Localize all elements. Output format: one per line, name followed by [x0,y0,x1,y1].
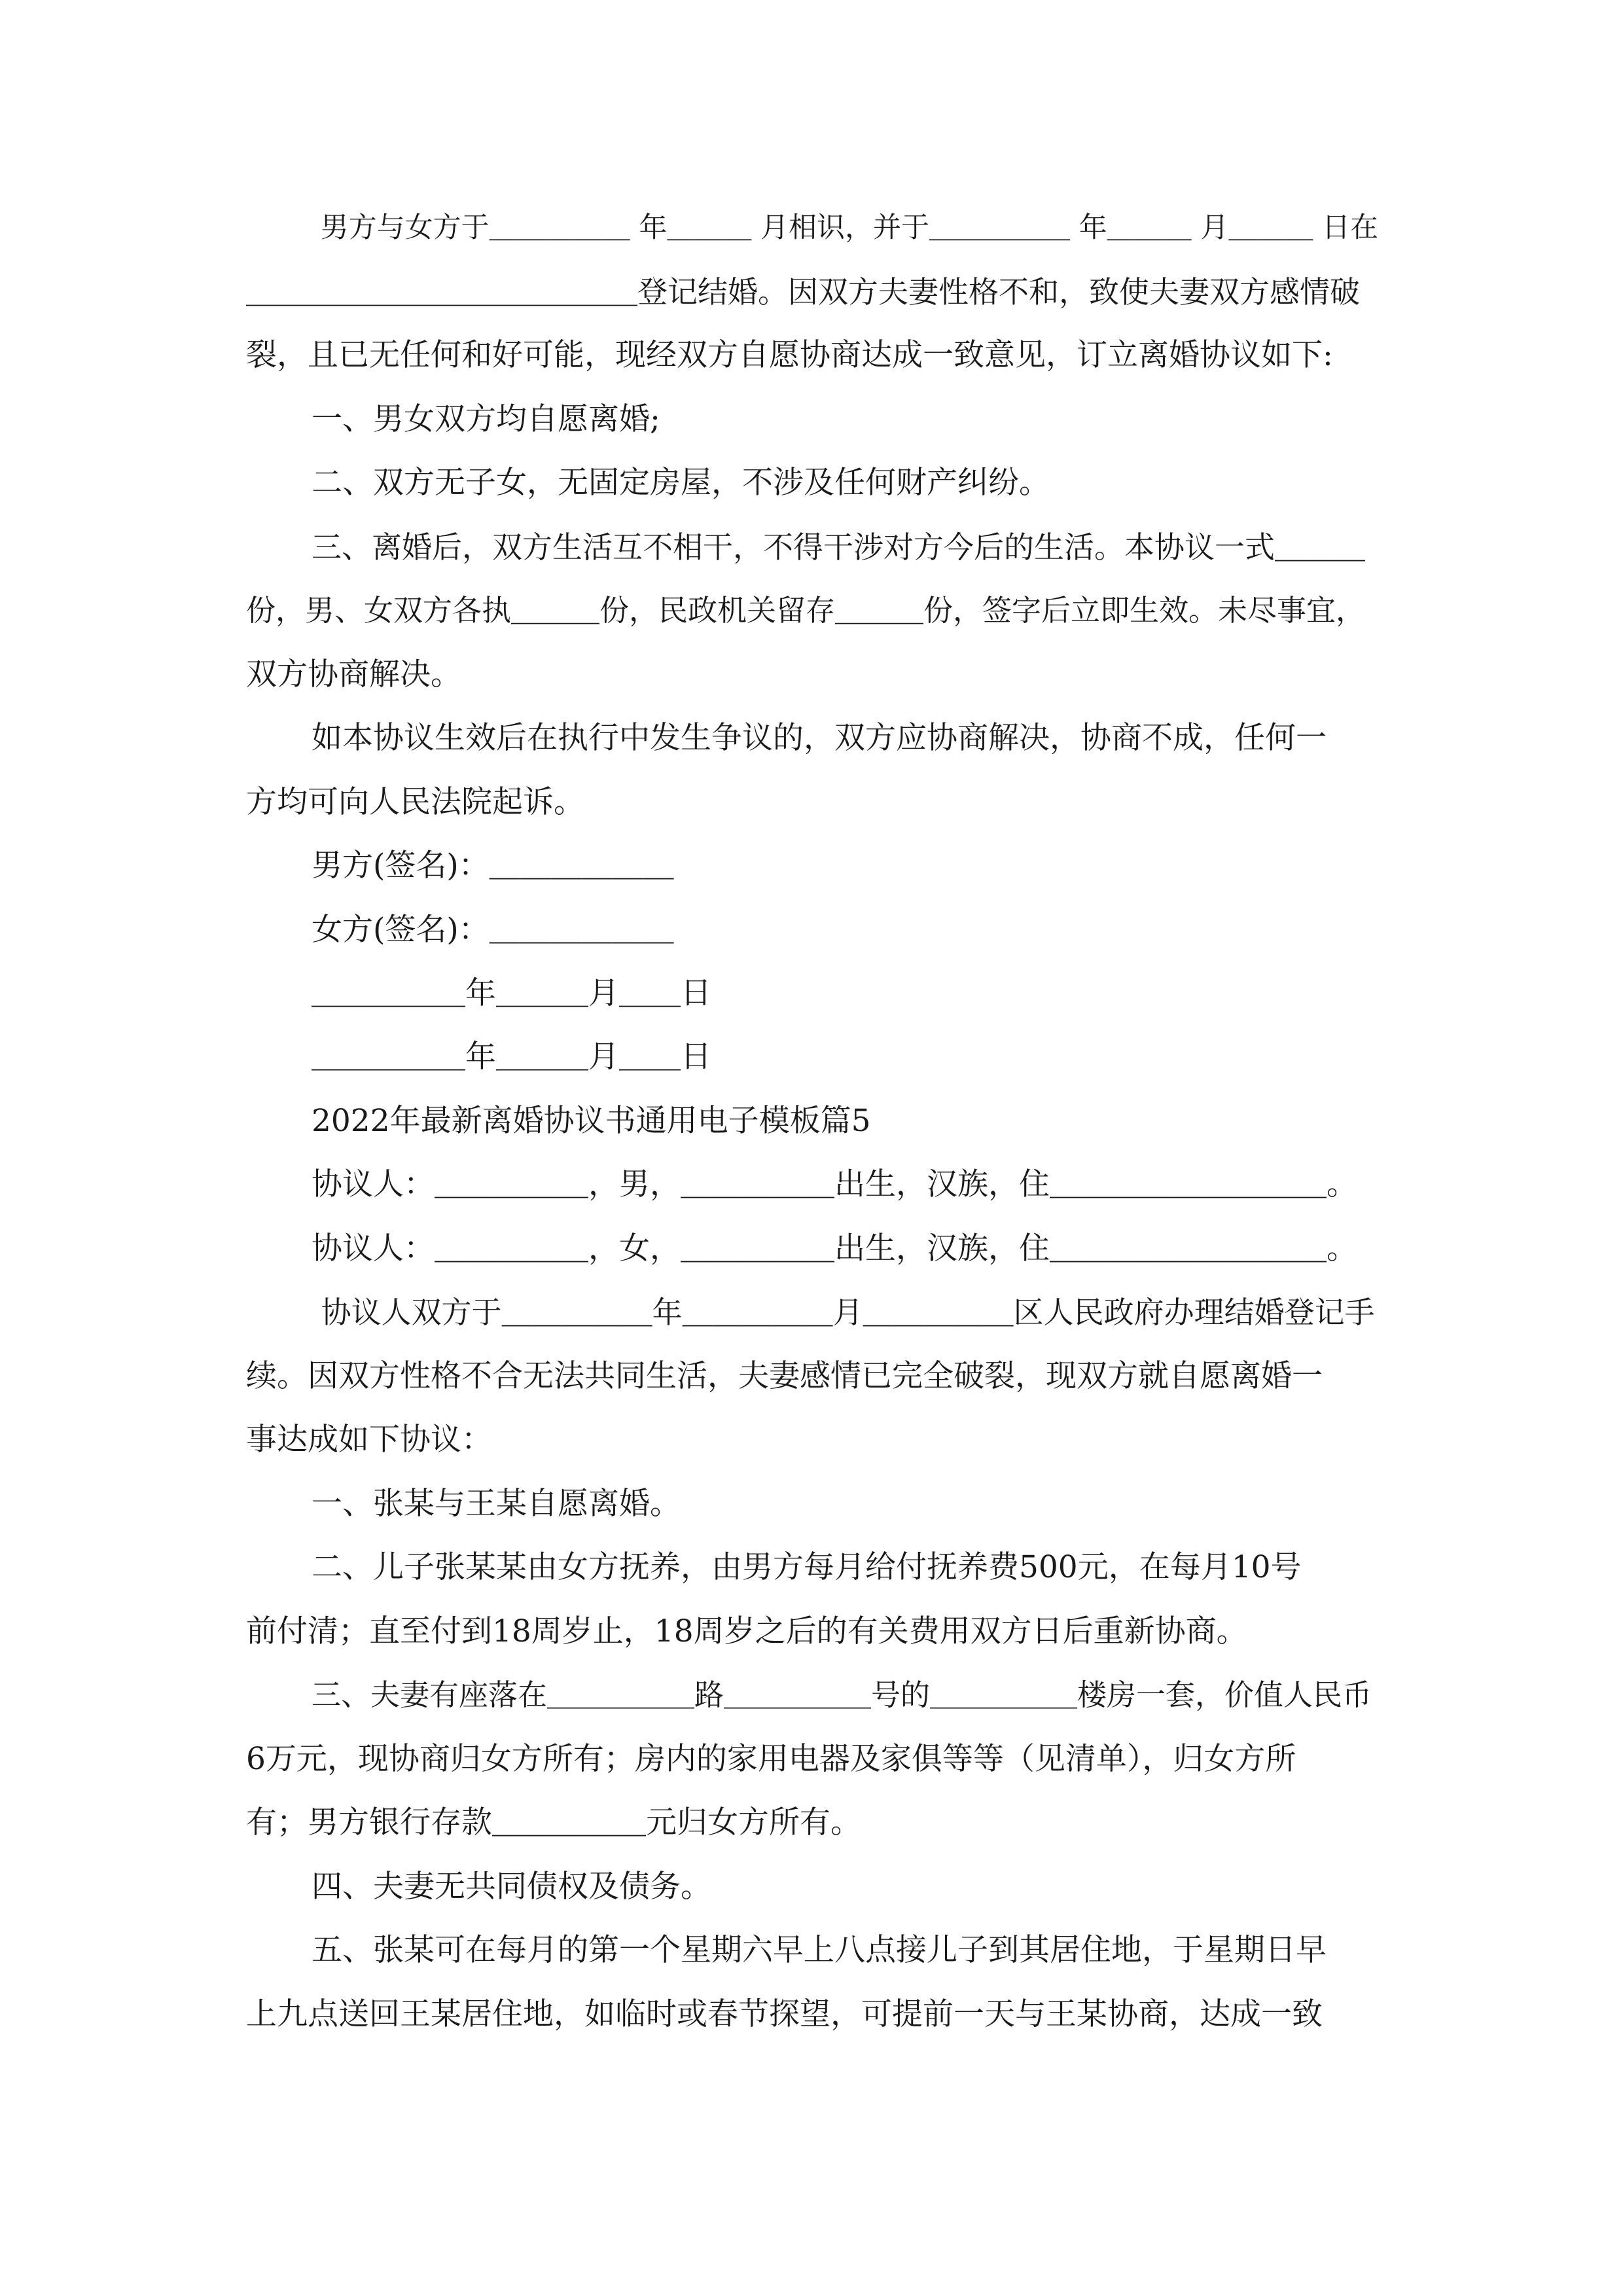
text-line: 男方与女方于＿＿＿＿＿ 年＿＿＿ 月相识，并于＿＿＿＿＿ 年＿＿＿ 月＿＿＿ 日在 [312,211,1379,244]
text-line: 四、夫妻无共同债权及债务。 [312,1869,711,1905]
text-line: 双方协商解决。 [246,656,461,692]
text-line: 前付清；直至付到18周岁止，18周岁之后的有关费用双方日后重新协商。 [246,1613,1247,1649]
text-line: 三、夫妻有座落在＿＿＿＿＿路＿＿＿＿＿号的＿＿＿＿＿楼房一套，价值人民币 [312,1677,1372,1712]
text-line: 二、儿子张某某由女方抚养，由男方每月给付抚养费500元，在每月10号 [312,1549,1302,1585]
text-line: 一、张某与王某自愿离婚。 [312,1486,681,1522]
signature-line-female: 女方(签名)：＿＿＿＿＿＿ [312,912,674,948]
text-line: 协议人：＿＿＿＿＿，女，＿＿＿＿＿出生，汉族，住＿＿＿＿＿＿＿＿＿。 [312,1230,1357,1266]
text-line: 续。因双方性格不合无法共同生活，夫妻感情已完全破裂，现双方就自愿离婚一 [246,1358,1323,1394]
text-line: 6万元，现协商归女方所有；房内的家用电器及家俱等等（见清单），归女方所 [246,1741,1296,1777]
text-line: 份，男、女双方各执＿＿＿份，民政机关留存＿＿＿份，签字后立即生效。未尽事宜， [246,593,1366,628]
text-line: 如本协议生效后在执行中发生争议的，双方应协商解决，协商不成，任何一 [312,720,1327,756]
text-line: 上九点送回王某居住地，如临时或春节探望，可提前一天与王某协商，达成一致 [246,1996,1323,2032]
text-line: 方均可向人民法院起诉。 [246,784,584,820]
section-title: 2022年最新离婚协议书通用电子模板篇5 [312,1103,871,1139]
text-line: 裂，且已无任何和好可能，现经双方自愿协商达成一致意见，订立离婚协议如下: [246,337,1333,373]
text-line: 协议人双方于＿＿＿＿＿年＿＿＿＿＿月＿＿＿＿＿区人民政府办理结婚登记手 [312,1295,1375,1330]
text-line: 事达成如下协议： [246,1422,492,1458]
text-line: 二、双方无子女，无固定房屋，不涉及任何财产纠纷。 [312,465,1050,501]
signature-line-male: 男方(签名)：＿＿＿＿＿＿ [312,848,674,884]
text-line: 有；男方银行存款＿＿＿＿＿元归女方所有。 [246,1804,861,1840]
date-line: ＿＿＿＿＿年＿＿＿月＿＿日 [312,975,711,1011]
text-line: 一、男女双方均自愿离婚; [312,401,660,437]
text-line: 五、张某可在每月的第一个星期六早上八点接儿子到其居住地，于星期日早 [312,1932,1327,1968]
date-line: ＿＿＿＿＿年＿＿＿月＿＿日 [312,1039,711,1075]
text-line: 协议人：＿＿＿＿＿，男，＿＿＿＿＿出生，汉族，住＿＿＿＿＿＿＿＿＿。 [312,1166,1357,1202]
text-line: ＿＿＿＿＿＿＿＿＿＿＿＿＿登记结婚。因双方夫妻性格不和，致使夫妻双方感情破 [246,274,1360,310]
text-line: 三、离婚后，双方生活互不相干，不得干涉对方今后的生活。本协议一式＿＿＿ [312,529,1365,565]
